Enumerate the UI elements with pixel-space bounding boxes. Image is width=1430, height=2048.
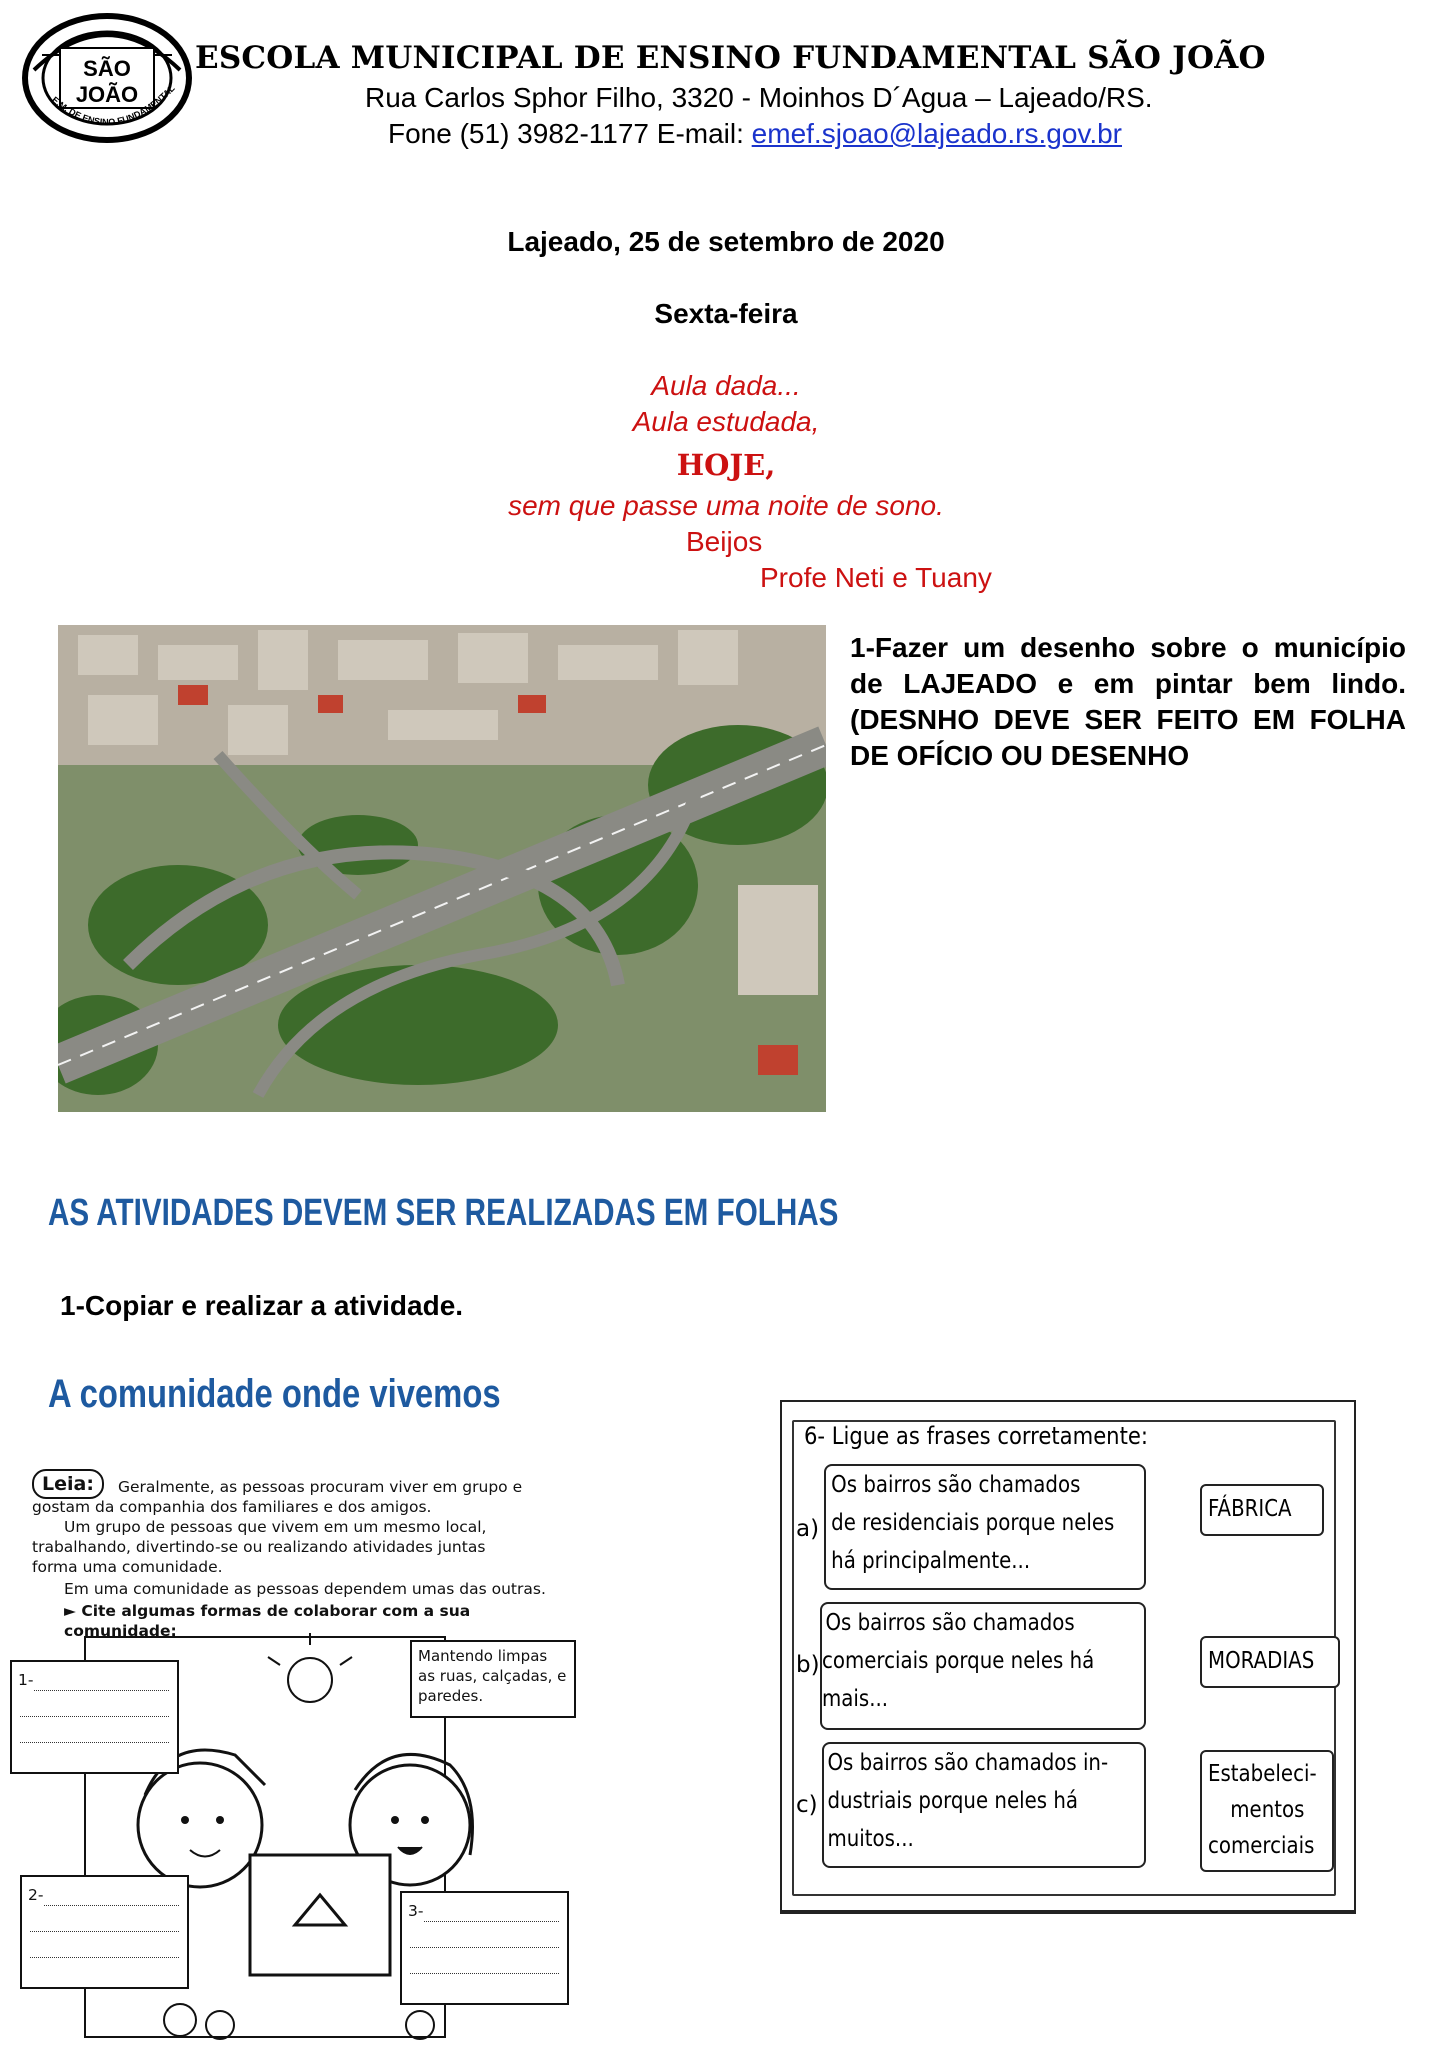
reading-line-7: ► Cite algumas formas de colaborar com a sua comunidade: [64,1602,471,1640]
phrase-b-line-1: Os bairros são chamados [825,1610,1075,1636]
logo-text-bottom: JOÃO [75,82,139,107]
answer-fabrica-text: FÁBRICA [1208,1496,1292,1522]
answer-est-line-1: Estabeleci- [1208,1761,1317,1787]
phrase-c-line-3: muitos... [827,1826,914,1852]
answer-moradias [1200,1636,1340,1688]
bubble-text: Mantendo limpas as ruas, calçadas, e paredes. [418,1647,567,1705]
answer-est-line-2: mentos [1230,1797,1305,1823]
reading-line-3: Um grupo de pessoas que vivem em um mesmo local, [64,1518,487,1536]
reading-line-1: Geralmente, as pessoas procuram viver em grupo e [118,1478,523,1496]
poem-line-2: Aula estudada, [632,406,820,437]
leia-label: Leia: [32,1469,104,1499]
phrase-b-line-3: mais... [822,1686,889,1712]
letter-a: a) [796,1516,820,1542]
community-worksheet [10,1455,585,2045]
reading-line-5: forma uma comunidade. [32,1558,223,1576]
answer-box-2 [20,1875,189,1989]
phrase-a-line-3: há principalmente... [831,1548,1031,1574]
logo-text-top: SÃO [83,56,131,81]
signature-teachers: Profe Neti e Tuany [760,562,992,593]
school-logo [20,10,195,145]
matching-worksheet [780,1400,1356,1914]
phrase-b-line-2: comerciais porque neles há [822,1648,1095,1674]
reading-line-2: gostam da companhia dos familiares e dos amigos. [32,1498,432,1516]
answer-number-1: 1- [18,1671,34,1689]
answer-fabrica [1200,1484,1324,1536]
phrase-c-line-2: dustriais porque neles há [827,1788,1079,1814]
school-address: Rua Carlos Sphor Filho, 3320 - Moinhos D´Agua – Lajeado/RS. [365,82,1153,113]
speech-bubble [410,1640,576,1718]
school-contact [388,118,1122,150]
community-heading: A comunidade onde vivemos [48,1372,501,1416]
reading-line-4: trabalhando, divertindo-se ou realizando atividades juntas [32,1538,486,1556]
answer-number-2: 2- [28,1886,44,1904]
logo-ring-text: E.M. DE ENSINO FUNDAMENTAL [49,83,177,128]
letter-b: b) [796,1652,820,1678]
answer-box-1 [10,1660,179,1774]
phrase-box-a [824,1464,1146,1590]
reading-line-6: Em uma comunidade as pessoas dependem umas das outras. [64,1580,546,1598]
letter-c: c) [796,1792,818,1818]
poem-line-1: Aula dada... [651,370,801,401]
phrase-c-line-1: Os bairros são chamados in- [827,1750,1109,1776]
activities-heading: AS ATIVIDADES DEVEM SER REALIZADAS EM FOLHAS [48,1192,839,1234]
answer-number-3: 3- [408,1902,424,1920]
answer-box-3 [400,1891,569,2005]
answer-moradias-text: MORADIAS [1208,1648,1315,1674]
phrase-box-c [822,1742,1146,1868]
poem-line-3: HOJE, [676,448,776,482]
copy-task: 1-Copiar e realizar a atividade. [60,1290,464,1321]
answer-est-line-3: comerciais [1208,1833,1315,1859]
email-link[interactable]: emef.sjoao@lajeado.rs.gov.br [751,118,1122,149]
poem-line-4: sem que passe uma noite de sono. [508,490,944,521]
task-drawing: 1-Fazer um desenho sobre o município de LAJEADO e em pintar bem lindo. (DESNHO DEVE SER FEITO EM FOLHA DE OFÍCIO OU DESENHO [850,632,1406,771]
phrase-a-line-1: Os bairros são chamados [831,1472,1081,1498]
phrase-box-b [820,1602,1146,1730]
letter-date: Lajeado, 25 de setembro de 2020 [507,226,945,257]
weekday: Sexta-feira [654,298,798,329]
phone-text: Fone (51) 3982-1177 E-mail: [388,118,752,149]
aerial-city-photo [58,625,826,1112]
phrase-a-line-2: de residenciais porque neles [831,1510,1115,1536]
school-name: ESCOLA MUNICIPAL DE ENSINO FUNDAMENTAL SÃO JOÃO [195,40,1266,76]
signature-greeting: Beijos [686,526,763,557]
matching-title: 6- Ligue as frases corretamente: [804,1422,1148,1450]
answer-estabelecimentos [1200,1750,1334,1872]
